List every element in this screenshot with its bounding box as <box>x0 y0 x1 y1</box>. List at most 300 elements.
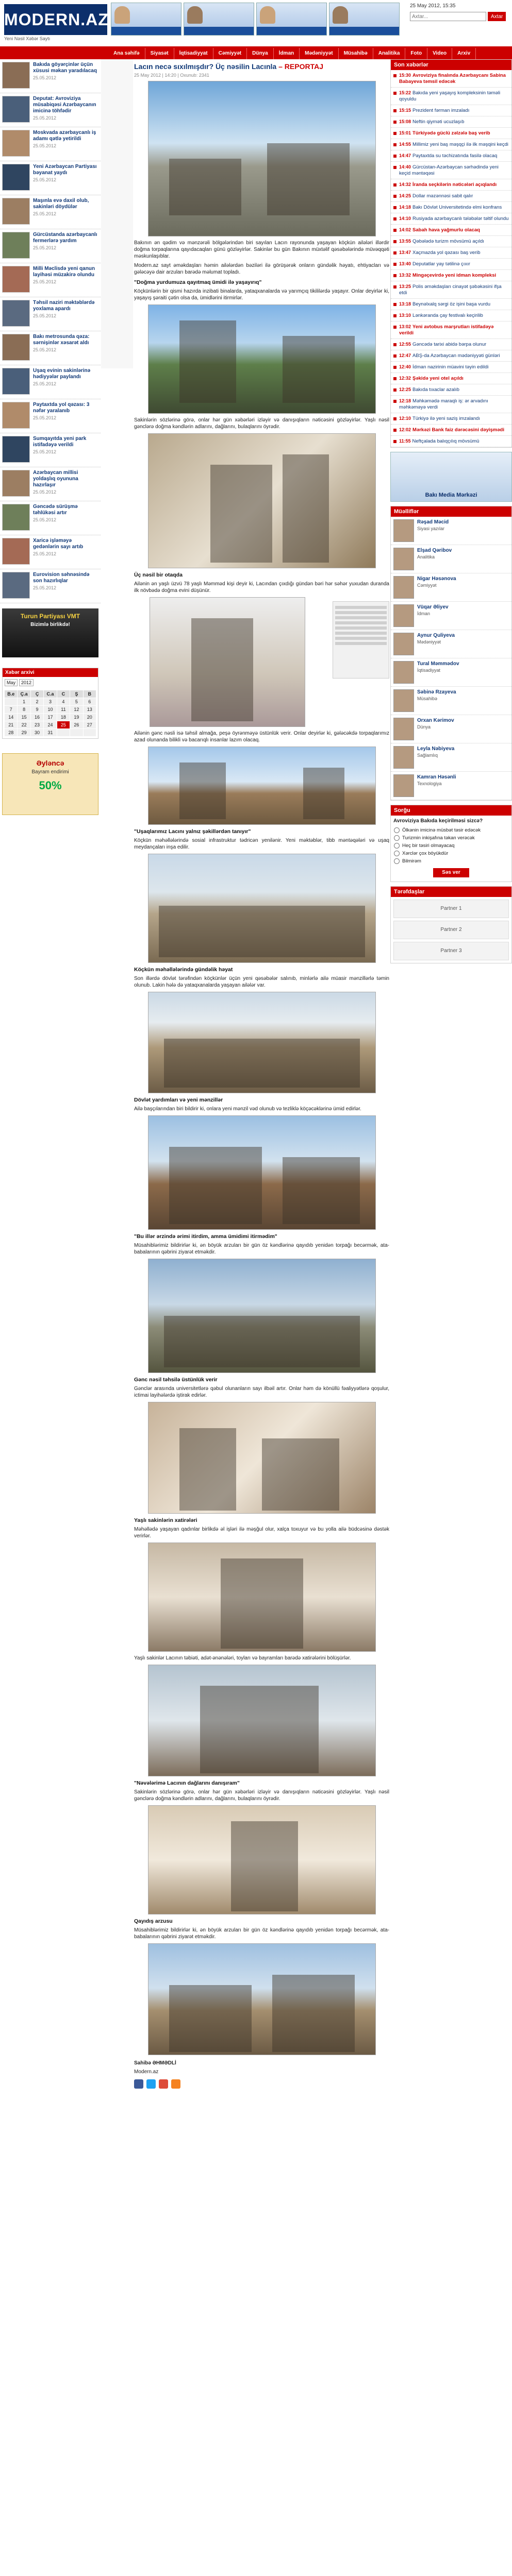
left-news-title[interactable]: Bakı metrosunda qəza: sərnişinlər xəsarət aldı <box>33 334 90 346</box>
latest-news-text <box>399 427 504 433</box>
radio-icon[interactable] <box>394 843 400 849</box>
latest-news-title[interactable]: İranda seçkilərin nəticələri açıqlandı <box>412 182 497 188</box>
author-avatar[interactable] <box>393 633 414 655</box>
left-news-text <box>33 62 98 90</box>
calendar-day[interactable]: 14 <box>5 714 17 721</box>
poll-block <box>390 805 512 882</box>
latest-news-title[interactable]: Millimiz yeni baş məşqçi ilə ilk məşqini keçdi <box>412 142 508 147</box>
latest-news-title[interactable]: Yeni avtobus marşrutları istifadəyə verildi <box>399 324 494 336</box>
calendar-day[interactable]: 1 <box>18 698 30 705</box>
left-news-item[interactable] <box>0 229 101 263</box>
partner-logo[interactable]: Partner 3 <box>393 942 509 960</box>
bullet-icon <box>393 274 397 277</box>
latest-news-text <box>399 261 470 267</box>
latest-news-text <box>399 164 509 177</box>
latest-news-item[interactable] <box>391 247 511 259</box>
calendar-day[interactable]: 11 <box>57 706 70 713</box>
latest-news-time: 15:01 <box>399 130 411 135</box>
twitter-share-icon[interactable] <box>146 2079 156 2089</box>
calendar-day[interactable]: 7 <box>5 706 17 713</box>
calendar-weekday: Ç.a <box>18 690 30 698</box>
header-banner[interactable] <box>256 3 327 36</box>
left-news-title[interactable]: Moskvada azərbaycanlı iş adamı qətlə yetirildi <box>33 130 96 142</box>
left-news-title[interactable]: Maşınla evə daxil olub, sakinləri döydülər <box>33 198 89 210</box>
calendar-day[interactable]: 22 <box>18 721 30 728</box>
latest-news-item[interactable] <box>391 310 511 321</box>
left-news-item[interactable] <box>0 535 101 569</box>
author-item[interactable] <box>391 602 511 630</box>
author-name[interactable]: Tural Məmmədov <box>417 661 459 667</box>
left-news-text <box>33 232 98 260</box>
author-avatar[interactable] <box>393 689 414 712</box>
left-ad-banner-2[interactable] <box>2 753 98 815</box>
calendar-day[interactable]: 4 <box>57 698 70 705</box>
left-news-date: 25.05.2012 <box>33 313 57 318</box>
right-ad-banner[interactable] <box>390 452 512 502</box>
news-thumbnail[interactable] <box>2 470 30 497</box>
left-news-title[interactable]: Gürcüstanda azərbaycanlı fermerlərə yardım <box>33 232 97 244</box>
latest-news-title[interactable]: Dollar məzənnəsi sabit qalır <box>412 193 473 199</box>
article-photo[interactable] <box>148 747 376 825</box>
calendar-day[interactable]: 15 <box>18 714 30 721</box>
latest-news-title[interactable]: Paytaxtda su təchizatında fasilə olacaq <box>412 153 498 159</box>
latest-news-item[interactable] <box>391 321 511 339</box>
bullet-icon <box>393 377 397 380</box>
left-news-item[interactable] <box>0 161 101 195</box>
news-thumbnail[interactable] <box>2 300 30 327</box>
author-avatar[interactable] <box>393 604 414 627</box>
article-paragraph: Ailənin ən yaşlı üzvü 78 yaşlı Məmməd kişi deyir ki, Lacından çıxdığı gündən bəri hər səhər yuxudan duranda ilk növbədə doğma evini düşünür. <box>134 581 389 594</box>
bullet-icon <box>393 143 397 146</box>
author-name[interactable]: Elşad Qəribov <box>417 548 452 553</box>
latest-news-item[interactable] <box>391 362 511 373</box>
poll-option-label: Ölkənin imicinə müsbət təsir edəcək <box>402 827 481 833</box>
author-item[interactable] <box>391 658 511 687</box>
left-news-title[interactable]: Xaricə işləməyə gedənlərin sayı artıb <box>33 538 84 550</box>
latest-news-item[interactable] <box>391 259 511 270</box>
left-news-date: 25.05.2012 <box>33 449 57 454</box>
author-avatar[interactable] <box>393 746 414 769</box>
news-thumbnail[interactable] <box>2 96 30 123</box>
latest-news-time: 13:25 <box>399 284 411 289</box>
header-banner[interactable] <box>329 3 400 36</box>
left-news-item[interactable] <box>0 365 101 399</box>
news-thumbnail[interactable] <box>2 402 30 429</box>
left-news-title[interactable]: Azərbaycan millisi yoldaşlıq oyununa hazırlaşır <box>33 470 78 488</box>
author-name[interactable]: Səbinə Rzayeva <box>417 689 456 695</box>
partners-list <box>391 900 511 960</box>
article-subhead: Köçkün məhəllələrində gündəlik həyat <box>134 967 233 973</box>
author-item[interactable] <box>391 715 511 743</box>
latest-news-item[interactable] <box>391 436 511 447</box>
archive-calendar <box>3 688 98 738</box>
nav-item[interactable]: İdman <box>274 48 300 59</box>
facebook-share-icon[interactable] <box>134 2079 143 2089</box>
left-news-item[interactable] <box>0 569 101 603</box>
left-news-item[interactable] <box>0 331 101 365</box>
nav-item[interactable]: Foto <box>405 48 427 59</box>
bullet-icon <box>393 229 397 232</box>
article-column <box>134 59 389 2089</box>
author-name[interactable]: Leyla Nəbiyeva <box>417 746 455 752</box>
latest-news-title[interactable]: Məhkəmədə maraqlı iş: ər arvadını məhkəməyə verdi <box>399 398 488 410</box>
left-news-title[interactable]: Sumqayıtda yeni park istifadəyə verildi <box>33 436 87 448</box>
news-thumbnail[interactable] <box>2 62 30 89</box>
author-desc: Mədəniyyət <box>417 639 441 645</box>
calendar-day[interactable]: 2 <box>31 698 43 705</box>
latest-news-title[interactable]: Bakıda yeni yaşayış kompleksinin təməli qoyuldu <box>399 90 501 102</box>
left-news-item[interactable] <box>0 399 101 433</box>
article-photo[interactable] <box>150 597 305 727</box>
bullet-icon <box>393 74 397 77</box>
latest-news-title[interactable]: Türkiyədə güclü zəlzələ baş verib <box>412 130 490 136</box>
latest-news-item[interactable] <box>391 128 511 139</box>
left-news-title[interactable]: Uşaq evinin sakinlərinə hədiyyələr paylandı <box>33 368 91 380</box>
author-item[interactable] <box>391 517 511 545</box>
article-subhead: Dövlət yardımları və yeni mənzillər <box>134 1097 223 1103</box>
article-photo[interactable] <box>148 81 376 236</box>
latest-news-item[interactable] <box>391 150 511 162</box>
left-ad-banner[interactable] <box>2 608 98 657</box>
left-news-item[interactable] <box>0 297 101 331</box>
article-paragraph: Müsahiblərimiz bildirirlər ki, ən böyük arzuları bir gün öz kəndlərinə qayıdıb yenidən torpağı becərmək, ata-babalarının qəbrini ziyarət etməkdir. <box>134 1243 389 1255</box>
partner-logo[interactable]: Partner 2 <box>393 921 509 939</box>
author-item[interactable] <box>391 687 511 715</box>
latest-news-item[interactable] <box>391 191 511 202</box>
calendar-day[interactable]: 9 <box>31 706 43 713</box>
poll-option[interactable] <box>391 842 511 850</box>
latest-news-time: 14:02 <box>399 227 411 232</box>
latest-news-title[interactable]: Avroviziya finalında Azərbaycanı Sabina Babayeva təmsil edəcək <box>399 73 506 84</box>
radio-icon[interactable] <box>394 827 400 833</box>
archive-title: Xəbər arxivi <box>3 668 98 677</box>
article-photo[interactable] <box>148 1402 376 1514</box>
calendar-day[interactable]: 31 <box>44 729 56 736</box>
latest-news-title[interactable]: Lənkəranda çay festivalı keçirilib <box>412 313 483 318</box>
news-thumbnail[interactable] <box>2 334 30 361</box>
nav-item[interactable]: Ana səhifə <box>108 48 145 59</box>
calendar-weekday: B <box>84 690 96 698</box>
article-photo[interactable] <box>148 992 376 1093</box>
latest-news-time: 13:40 <box>399 261 411 266</box>
latest-news-title[interactable]: Bakıda tıxaclar azalıb <box>412 387 459 393</box>
nav-item[interactable]: Dünya <box>247 48 274 59</box>
article-author: Sahibə ƏHMƏDLİ <box>134 2060 176 2066</box>
latest-news-title[interactable]: Mingəçevirdə yeni idman kompleksi <box>412 273 497 278</box>
latest-news-title[interactable]: Qəbələdə turizm mövsümü açıldı <box>412 239 484 244</box>
latest-news-item[interactable] <box>391 162 511 179</box>
latest-news-text <box>399 375 464 382</box>
left-news-title[interactable]: Eurovision səhnəsində son hazırlıqlar <box>33 572 90 584</box>
nav-item[interactable]: Arxiv <box>452 48 476 59</box>
latest-news-title[interactable]: Beynəlxalq sərgi öz işini başa vurdu <box>412 301 491 307</box>
article-paragraph: Məhəllədə yaşayan qadınlar birlikdə əl işləri ilə məşğul olur, xalça toxuyur və bu yolla ailə büdcəsinə dəstək verirlər. <box>134 1527 389 1539</box>
news-thumbnail[interactable] <box>2 164 30 191</box>
bullet-icon <box>393 388 397 392</box>
latest-news-item[interactable] <box>391 236 511 247</box>
latest-news-title[interactable]: Neftin qiyməti ucuzlaşıb <box>412 119 465 125</box>
calendar-day[interactable]: 18 <box>57 714 70 721</box>
latest-news-title[interactable]: İdman nazirinin müavini təyin edildi <box>412 364 489 370</box>
search-button[interactable]: Axtar <box>488 12 506 21</box>
calendar-day[interactable]: 24 <box>44 721 56 728</box>
calendar-day[interactable]: 23 <box>31 721 43 728</box>
left-news-text <box>33 436 98 464</box>
left-news-item[interactable] <box>0 263 101 297</box>
author-name[interactable]: Aynur Quliyeva <box>417 633 455 638</box>
latest-news-item[interactable] <box>391 202 511 213</box>
latest-news-text <box>399 249 481 256</box>
authors-block <box>390 506 512 801</box>
latest-news-item[interactable] <box>391 225 511 236</box>
article-paragraph: Yaşlı sakinlər Lacının təbiəti, adət-ənənələri, toyları və bayramları barədə xatirələrini bölüşürlər. <box>134 1655 351 1661</box>
latest-news-item[interactable] <box>391 88 511 105</box>
nav-item[interactable]: Analitika <box>373 48 406 59</box>
author-avatar[interactable] <box>393 774 414 797</box>
latest-news-time: 12:40 <box>399 364 411 369</box>
nav-item[interactable]: Mədəniyyət <box>300 48 338 59</box>
latest-news-item[interactable] <box>391 299 511 310</box>
calendar-day[interactable]: 12 <box>70 706 82 713</box>
left-news-item[interactable] <box>0 501 101 535</box>
latest-news-item[interactable] <box>391 413 511 425</box>
latest-news-item[interactable] <box>391 350 511 362</box>
left-news-item[interactable] <box>0 127 101 161</box>
latest-news-title[interactable]: Deputatlar yay tətilinə çıxır <box>412 261 470 267</box>
author-name[interactable]: Vüqar Əliyev <box>417 604 449 610</box>
author-name[interactable]: Rəşad Məcid <box>417 519 449 525</box>
author-avatar[interactable] <box>393 576 414 599</box>
latest-news-item[interactable] <box>391 270 511 281</box>
nav-item[interactable]: Siyasət <box>145 48 174 59</box>
bullet-icon <box>393 206 397 209</box>
left-news-title[interactable]: Paytaxtda yol qəzası: 3 nəfər yaralanıb <box>33 402 90 414</box>
article-photo[interactable] <box>148 854 376 963</box>
partners-block <box>390 886 512 963</box>
author-item[interactable] <box>391 743 511 772</box>
author-name[interactable]: Kamran Həsənli <box>417 774 456 780</box>
author-item[interactable] <box>391 545 511 573</box>
left-news-date: 25.05.2012 <box>33 489 57 495</box>
nav-item[interactable]: İqtisadiyyat <box>174 48 213 59</box>
article-paragraph: Sakinlərin sözlərinə görə, onlar hər gün xəbərləri izləyir və danışıqların nəticəsini gözləyirlər. Yaşlı nəsil gənclərə doğma kəndlərin adlarını, dağlarını, bulaqlarını öyrədir. <box>134 1789 389 1802</box>
latest-news-text <box>399 238 484 245</box>
left-news-title[interactable]: Bakıda göyərçinlər üçün xüsusi məkan yaradılacaq <box>33 62 97 74</box>
latest-news-item[interactable] <box>391 396 511 413</box>
header-banner[interactable] <box>111 3 181 36</box>
archive-month-select[interactable]: May <box>5 679 18 686</box>
news-thumbnail[interactable] <box>2 232 30 259</box>
poll-vote-button[interactable]: Səs ver <box>433 868 469 877</box>
calendar-day[interactable]: 20 <box>84 714 96 721</box>
bullet-icon <box>393 217 397 221</box>
left-news-date: 25.05.2012 <box>33 415 57 420</box>
left-news-title[interactable]: Deputat: Avroviziya müsabiqəsi Azərbaycanın imicinə töhfədir <box>33 96 96 114</box>
article-photo[interactable] <box>148 1543 376 1652</box>
poll-title: Sorğu <box>391 805 511 816</box>
poll-option[interactable] <box>391 857 511 865</box>
nav-item[interactable]: Video <box>427 48 452 59</box>
author-avatar[interactable] <box>393 519 414 542</box>
latest-news-item[interactable] <box>391 425 511 436</box>
latest-news-item[interactable] <box>391 384 511 396</box>
calendar-day[interactable]: 19 <box>70 714 82 721</box>
poll-option-label: Heç bir təsiri olmayacaq <box>402 843 455 849</box>
calendar-day[interactable]: 5 <box>70 698 82 705</box>
latest-news-title[interactable]: Gəncədə tarixi abidə bərpa olunur <box>412 342 487 347</box>
site-logo[interactable]: MODERN.AZ <box>4 4 107 35</box>
latest-news-item[interactable] <box>391 139 511 150</box>
left-news-title[interactable]: Yeni Azərbaycan Partiyası bəyanat yaydı <box>33 164 97 176</box>
ad2-title: Əyləncə <box>36 759 64 767</box>
calendar-weekday: C <box>57 690 70 698</box>
calendar-day[interactable]: 6 <box>84 698 96 705</box>
latest-news-title[interactable]: Prezident fərman imzaladı <box>412 108 470 113</box>
authors-list <box>391 517 511 800</box>
left-news-title[interactable]: Milli Məclisdə yeni qanun layihəsi müzakirə olundu <box>33 266 95 278</box>
latest-news-title[interactable]: Rusiyada azərbaycanlı tələbələr təltif olundu <box>412 216 509 222</box>
latest-news-title[interactable]: Mərkəzi Bank faiz dərəcəsini dəyişmədi <box>412 427 504 433</box>
left-column <box>0 59 101 829</box>
left-news-list <box>0 59 101 603</box>
latest-news-title[interactable]: Gürcüstan-Azərbaycan sərhədində yeni keçid məntəqəsi <box>399 164 499 176</box>
author-item[interactable] <box>391 630 511 658</box>
latest-news-title[interactable]: Polis əməkdaşları cinayət şəbəkəsini ifşa etdi <box>399 284 502 296</box>
calendar-day[interactable]: 10 <box>44 706 56 713</box>
news-thumbnail[interactable] <box>2 130 30 157</box>
radio-icon[interactable] <box>394 851 400 856</box>
author-avatar[interactable] <box>393 548 414 570</box>
news-thumbnail[interactable] <box>2 504 30 531</box>
latest-news-title[interactable]: Xaçmazda yol qəzası baş verib <box>412 250 481 256</box>
calendar-day[interactable]: 26 <box>70 721 82 728</box>
latest-news-title[interactable]: Neftçalada balıqçılıq mövsümü <box>412 438 480 444</box>
latest-news-title[interactable]: Türkiyə ilə yeni saziş imzalandı <box>412 416 480 421</box>
latest-news-time: 11:55 <box>399 438 411 444</box>
calendar-day[interactable]: 3 <box>44 698 56 705</box>
calendar-day[interactable]: 8 <box>18 706 30 713</box>
news-thumbnail[interactable] <box>2 436 30 463</box>
left-news-item[interactable] <box>0 93 101 127</box>
radio-icon[interactable] <box>394 858 400 864</box>
latest-news-title[interactable]: Sabah hava yağmurlu olacaq <box>412 227 480 233</box>
calendar-day[interactable]: 28 <box>5 729 17 736</box>
article-paragraph: Modern.az sayt əməkdaşları həmin ailələrdən bəziləri ilə görüşərək onların gündəlik həyatı, ehtiyacları və gələcəyə dair arzuları barədə məlumat topladı. <box>134 263 389 275</box>
latest-news-item[interactable] <box>391 70 511 88</box>
calendar-day[interactable]: 25 <box>57 721 70 728</box>
article-subhead: "Nəvələrimə Lacının dağlarını danışıram" <box>134 1780 240 1786</box>
right-column <box>390 59 512 968</box>
latest-news-item[interactable] <box>391 213 511 225</box>
article-photo[interactable] <box>148 1805 376 1914</box>
left-news-item[interactable] <box>0 195 101 229</box>
calendar-day[interactable]: 13 <box>84 706 96 713</box>
left-news-item[interactable] <box>0 433 101 467</box>
archive-year-select[interactable]: 2012 <box>19 679 34 686</box>
author-avatar[interactable] <box>393 718 414 740</box>
latest-news-item[interactable] <box>391 373 511 384</box>
article-photo[interactable] <box>148 1943 376 2055</box>
latest-news-item[interactable] <box>391 116 511 128</box>
calendar-day[interactable]: 16 <box>31 714 43 721</box>
radio-icon[interactable] <box>394 835 400 841</box>
latest-news-text <box>399 227 480 233</box>
news-thumbnail[interactable] <box>2 538 30 565</box>
latest-news-text <box>399 386 459 393</box>
nav-item[interactable]: Müsahibə <box>339 48 373 59</box>
left-news-item[interactable] <box>0 59 101 93</box>
bullet-icon <box>393 121 397 124</box>
left-news-date: 25.05.2012 <box>33 279 57 284</box>
article-subhead: Gənc nəsil təhsilə üstünlük verir <box>134 1377 218 1383</box>
latest-news-text <box>399 364 488 370</box>
left-news-text <box>33 538 98 566</box>
article-photo[interactable] <box>148 433 376 568</box>
nav-item[interactable]: Cəmiyyət <box>213 48 247 59</box>
author-text <box>417 548 452 570</box>
news-thumbnail[interactable] <box>2 572 30 599</box>
left-news-title[interactable]: Təhsil naziri məktəblərdə yoxlama apardı <box>33 300 95 312</box>
bullet-icon <box>393 343 397 346</box>
search-input[interactable] <box>410 12 486 21</box>
news-thumbnail[interactable] <box>2 368 30 395</box>
article-photo[interactable] <box>148 304 376 414</box>
author-avatar[interactable] <box>393 661 414 684</box>
author-item[interactable] <box>391 772 511 800</box>
author-name[interactable]: Nigar Həsənova <box>417 576 456 582</box>
calendar-day[interactable]: 21 <box>5 721 17 728</box>
author-text <box>417 774 456 797</box>
latest-news-time: 15:15 <box>399 108 411 113</box>
latest-news-item[interactable] <box>391 105 511 116</box>
article-paragraph: Ailənin gənc nəsli isə təhsil almağa, peşə öyrənməyə üstünlük verir. Onlar deyirlər ki, gələcəkdə torpaqlarımız azad olunanda bilikli və bacarıqlı insanlar lazım olacaq. <box>134 731 389 743</box>
latest-news-item[interactable] <box>391 281 511 299</box>
latest-news-item[interactable] <box>391 339 511 350</box>
header-banner[interactable] <box>184 3 254 36</box>
left-news-title[interactable]: Gəncədə sürüşmə təhlükəsi artır <box>33 504 78 516</box>
author-desc: Sağlamlıq <box>417 753 438 758</box>
news-thumbnail[interactable] <box>2 198 30 225</box>
partner-logo[interactable]: Partner 1 <box>393 900 509 918</box>
news-thumbnail[interactable] <box>2 266 30 293</box>
left-news-item[interactable] <box>0 467 101 501</box>
poll-option[interactable] <box>391 834 511 842</box>
article-photo[interactable] <box>148 1115 376 1230</box>
calendar-day[interactable]: 17 <box>44 714 56 721</box>
author-item[interactable] <box>391 573 511 602</box>
latest-news-time: 12:02 <box>399 427 411 432</box>
main-nav <box>0 48 512 59</box>
latest-news-title[interactable]: Şəkidə yeni otel açıldı <box>412 376 464 381</box>
latest-news-title[interactable]: ABŞ-da Azərbaycan mədəniyyəti günləri <box>412 353 500 359</box>
bullet-icon <box>393 314 397 317</box>
poll-option[interactable] <box>391 850 511 857</box>
latest-news-item[interactable] <box>391 179 511 191</box>
author-name[interactable]: Orxan Kərimov <box>417 718 454 723</box>
article-paragraph: Son illərdə dövlət tərəfindən köçkünlər üçün yeni qəsəbələr salınıb, minlərlə ailə müasir mənzillərlə təmin olunub. Lakin hələ də yataqxanalarda yaşayan ailələr var. <box>134 976 389 988</box>
poll-option[interactable] <box>391 826 511 834</box>
calendar-day[interactable]: 30 <box>31 729 43 736</box>
rss-icon[interactable] <box>171 2079 180 2089</box>
calendar-day[interactable]: 27 <box>84 721 96 728</box>
google-share-icon[interactable] <box>159 2079 168 2089</box>
latest-news-time: 15:30 <box>399 73 411 78</box>
article-photo[interactable] <box>148 1665 376 1776</box>
latest-news-time: 14:55 <box>399 142 411 147</box>
calendar-day[interactable]: 29 <box>18 729 30 736</box>
latest-news-title[interactable]: Bakı Dövlət Universitetində elmi konfrans <box>412 205 502 210</box>
article-photo[interactable] <box>148 1259 376 1373</box>
